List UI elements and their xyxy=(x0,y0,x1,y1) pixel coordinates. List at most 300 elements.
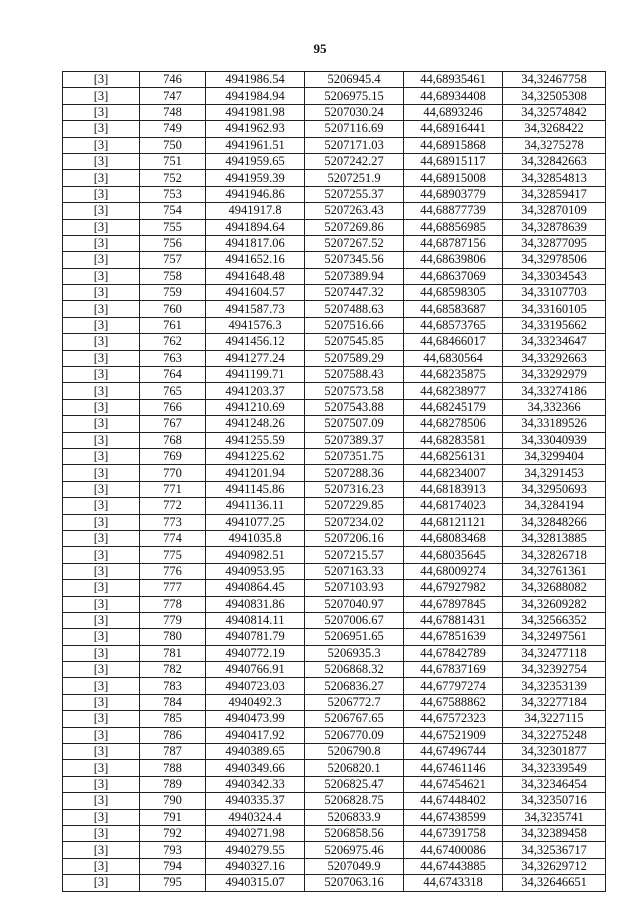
longitude-cell: 34,32842663 xyxy=(503,153,606,169)
coord-x-cell: 4940766.91 xyxy=(206,662,305,678)
longitude-cell: 34,32339549 xyxy=(503,760,606,776)
coord-y-cell: 5207573.58 xyxy=(305,383,404,399)
longitude-cell: 34,32854813 xyxy=(503,170,606,186)
table-row xyxy=(63,285,606,301)
coord-y-cell: 5206770.09 xyxy=(305,727,404,743)
latitude-cell: 44,67521909 xyxy=(404,727,503,743)
coord-x-cell: 4941456.12 xyxy=(206,334,305,350)
table-row xyxy=(63,104,606,120)
longitude-cell: 34,32848266 xyxy=(503,514,606,530)
longitude-cell: 34,3284194 xyxy=(503,498,606,514)
coord-x-cell: 4940982.51 xyxy=(206,547,305,563)
coord-x-cell: 4940814.11 xyxy=(206,612,305,628)
coordinates-table xyxy=(62,71,606,892)
table-row xyxy=(63,170,606,186)
longitude-cell: 34,3227115 xyxy=(503,711,606,727)
longitude-cell: 34,32978506 xyxy=(503,252,606,268)
table-row xyxy=(63,121,606,137)
latitude-cell: 44,67448402 xyxy=(404,793,503,809)
table-row xyxy=(63,744,606,760)
source-ref-cell: [3] xyxy=(63,678,140,694)
coord-y-cell: 5207255.37 xyxy=(305,186,404,202)
coord-y-cell: 5207063.16 xyxy=(305,875,404,891)
table-row xyxy=(63,530,606,546)
coord-y-cell: 5207229.85 xyxy=(305,498,404,514)
point-number-cell: 747 xyxy=(140,88,206,104)
latitude-cell: 44,67496744 xyxy=(404,744,503,760)
longitude-cell: 34,32826718 xyxy=(503,547,606,563)
longitude-cell: 34,32536717 xyxy=(503,842,606,858)
coord-y-cell: 5207545.85 xyxy=(305,334,404,350)
source-ref-cell: [3] xyxy=(63,72,140,88)
longitude-cell: 34,32688082 xyxy=(503,580,606,596)
latitude-cell: 44,68238977 xyxy=(404,383,503,399)
coord-x-cell: 4941201.94 xyxy=(206,465,305,481)
latitude-cell: 44,68245179 xyxy=(404,399,503,415)
table-row xyxy=(63,301,606,317)
latitude-cell: 44,6743318 xyxy=(404,875,503,891)
point-number-cell: 783 xyxy=(140,678,206,694)
point-number-cell: 756 xyxy=(140,235,206,251)
coord-x-cell: 4940271.98 xyxy=(206,825,305,841)
coord-x-cell: 4941145.86 xyxy=(206,481,305,497)
latitude-cell: 44,6893246 xyxy=(404,104,503,120)
point-number-cell: 792 xyxy=(140,825,206,841)
source-ref-cell: [3] xyxy=(63,121,140,137)
table-row xyxy=(63,694,606,710)
point-number-cell: 778 xyxy=(140,596,206,612)
coord-x-cell: 4940324.4 xyxy=(206,809,305,825)
coord-y-cell: 5207049.9 xyxy=(305,858,404,874)
source-ref-cell: [3] xyxy=(63,498,140,514)
point-number-cell: 769 xyxy=(140,448,206,464)
source-ref-cell: [3] xyxy=(63,350,140,366)
longitude-cell: 34,32477118 xyxy=(503,645,606,661)
point-number-cell: 768 xyxy=(140,432,206,448)
longitude-cell: 34,3275278 xyxy=(503,137,606,153)
latitude-cell: 44,67400086 xyxy=(404,842,503,858)
latitude-cell: 44,67927982 xyxy=(404,580,503,596)
table-row xyxy=(63,580,606,596)
source-ref-cell: [3] xyxy=(63,301,140,317)
table-row xyxy=(63,662,606,678)
source-ref-cell: [3] xyxy=(63,88,140,104)
point-number-cell: 777 xyxy=(140,580,206,596)
coord-x-cell: 4941652.16 xyxy=(206,252,305,268)
coord-y-cell: 5206828.75 xyxy=(305,793,404,809)
table-row xyxy=(63,72,606,88)
coord-x-cell: 4940389.65 xyxy=(206,744,305,760)
table-row xyxy=(63,514,606,530)
table-row xyxy=(63,399,606,415)
latitude-cell: 44,68877739 xyxy=(404,203,503,219)
coord-x-cell: 4940831.86 xyxy=(206,596,305,612)
longitude-cell: 34,32505308 xyxy=(503,88,606,104)
source-ref-cell: [3] xyxy=(63,596,140,612)
longitude-cell: 34,32350716 xyxy=(503,793,606,809)
coord-x-cell: 4940492.3 xyxy=(206,694,305,710)
coord-y-cell: 5206945.4 xyxy=(305,72,404,88)
coord-y-cell: 5206868.32 xyxy=(305,662,404,678)
longitude-cell: 34,3235741 xyxy=(503,809,606,825)
coord-x-cell: 4941648.48 xyxy=(206,268,305,284)
coord-y-cell: 5206935.3 xyxy=(305,645,404,661)
longitude-cell: 34,32870109 xyxy=(503,203,606,219)
longitude-cell: 34,32859417 xyxy=(503,186,606,202)
longitude-cell: 34,32392754 xyxy=(503,662,606,678)
latitude-cell: 44,68234007 xyxy=(404,465,503,481)
longitude-cell: 34,3268422 xyxy=(503,121,606,137)
coord-x-cell: 4941984.94 xyxy=(206,88,305,104)
coord-y-cell: 5207345.56 xyxy=(305,252,404,268)
source-ref-cell: [3] xyxy=(63,367,140,383)
longitude-cell: 34,32813885 xyxy=(503,530,606,546)
latitude-cell: 44,68637069 xyxy=(404,268,503,284)
coord-x-cell: 4941225.62 xyxy=(206,448,305,464)
coord-y-cell: 5206790.8 xyxy=(305,744,404,760)
latitude-cell: 44,67837169 xyxy=(404,662,503,678)
point-number-cell: 758 xyxy=(140,268,206,284)
table-row xyxy=(63,776,606,792)
point-number-cell: 780 xyxy=(140,629,206,645)
longitude-cell: 34,33040939 xyxy=(503,432,606,448)
source-ref-cell: [3] xyxy=(63,219,140,235)
longitude-cell: 34,32497561 xyxy=(503,629,606,645)
source-ref-cell: [3] xyxy=(63,711,140,727)
point-number-cell: 795 xyxy=(140,875,206,891)
latitude-cell: 44,68639806 xyxy=(404,252,503,268)
source-ref-cell: [3] xyxy=(63,744,140,760)
table-row xyxy=(63,481,606,497)
table-row xyxy=(63,678,606,694)
coord-y-cell: 5207267.52 xyxy=(305,235,404,251)
longitude-cell: 34,32646651 xyxy=(503,875,606,891)
latitude-cell: 44,6830564 xyxy=(404,350,503,366)
point-number-cell: 785 xyxy=(140,711,206,727)
point-number-cell: 763 xyxy=(140,350,206,366)
longitude-cell: 34,33195662 xyxy=(503,317,606,333)
latitude-cell: 44,67851639 xyxy=(404,629,503,645)
latitude-cell: 44,67572323 xyxy=(404,711,503,727)
latitude-cell: 44,67797274 xyxy=(404,678,503,694)
point-number-cell: 770 xyxy=(140,465,206,481)
coord-y-cell: 5207543.88 xyxy=(305,399,404,415)
latitude-cell: 44,67897845 xyxy=(404,596,503,612)
table-row xyxy=(63,367,606,383)
table-row xyxy=(63,825,606,841)
coord-y-cell: 5207507.09 xyxy=(305,416,404,432)
source-ref-cell: [3] xyxy=(63,186,140,202)
coord-y-cell: 5206836.27 xyxy=(305,678,404,694)
table-row xyxy=(63,252,606,268)
source-ref-cell: [3] xyxy=(63,842,140,858)
coord-y-cell: 5207251.9 xyxy=(305,170,404,186)
point-number-cell: 788 xyxy=(140,760,206,776)
coord-x-cell: 4941959.65 xyxy=(206,153,305,169)
longitude-cell: 34,32761361 xyxy=(503,563,606,579)
latitude-cell: 44,67588862 xyxy=(404,694,503,710)
table-row xyxy=(63,727,606,743)
point-number-cell: 781 xyxy=(140,645,206,661)
source-ref-cell: [3] xyxy=(63,399,140,415)
table-row xyxy=(63,612,606,628)
longitude-cell: 34,3291453 xyxy=(503,465,606,481)
latitude-cell: 44,68009274 xyxy=(404,563,503,579)
longitude-cell: 34,32301877 xyxy=(503,744,606,760)
coord-y-cell: 5207215.57 xyxy=(305,547,404,563)
point-number-cell: 774 xyxy=(140,530,206,546)
latitude-cell: 44,67438599 xyxy=(404,809,503,825)
coord-y-cell: 5207288.36 xyxy=(305,465,404,481)
latitude-cell: 44,68466017 xyxy=(404,334,503,350)
longitude-cell: 34,32277184 xyxy=(503,694,606,710)
coord-y-cell: 5206772.7 xyxy=(305,694,404,710)
table-row xyxy=(63,465,606,481)
coord-x-cell: 4940723.03 xyxy=(206,678,305,694)
longitude-cell: 34,32346454 xyxy=(503,776,606,792)
latitude-cell: 44,68916441 xyxy=(404,121,503,137)
latitude-cell: 44,67842789 xyxy=(404,645,503,661)
coord-y-cell: 5207488.63 xyxy=(305,301,404,317)
point-number-cell: 765 xyxy=(140,383,206,399)
longitude-cell: 34,33292663 xyxy=(503,350,606,366)
source-ref-cell: [3] xyxy=(63,645,140,661)
source-ref-cell: [3] xyxy=(63,317,140,333)
coord-y-cell: 5206767.65 xyxy=(305,711,404,727)
latitude-cell: 44,67461146 xyxy=(404,760,503,776)
longitude-cell: 34,32878639 xyxy=(503,219,606,235)
source-ref-cell: [3] xyxy=(63,383,140,399)
latitude-cell: 44,68598305 xyxy=(404,285,503,301)
point-number-cell: 761 xyxy=(140,317,206,333)
source-ref-cell: [3] xyxy=(63,153,140,169)
point-number-cell: 771 xyxy=(140,481,206,497)
coord-x-cell: 4941986.54 xyxy=(206,72,305,88)
latitude-cell: 44,68583687 xyxy=(404,301,503,317)
source-ref-cell: [3] xyxy=(63,793,140,809)
source-ref-cell: [3] xyxy=(63,137,140,153)
longitude-cell: 34,33234647 xyxy=(503,334,606,350)
longitude-cell: 34,32877095 xyxy=(503,235,606,251)
coord-y-cell: 5207389.94 xyxy=(305,268,404,284)
longitude-cell: 34,32389458 xyxy=(503,825,606,841)
point-number-cell: 773 xyxy=(140,514,206,530)
source-ref-cell: [3] xyxy=(63,612,140,628)
coord-y-cell: 5207171.03 xyxy=(305,137,404,153)
point-number-cell: 766 xyxy=(140,399,206,415)
coord-y-cell: 5207006.67 xyxy=(305,612,404,628)
table-row xyxy=(63,203,606,219)
source-ref-cell: [3] xyxy=(63,727,140,743)
source-ref-cell: [3] xyxy=(63,514,140,530)
latitude-cell: 44,67881431 xyxy=(404,612,503,628)
point-number-cell: 784 xyxy=(140,694,206,710)
coord-x-cell: 4941199.71 xyxy=(206,367,305,383)
coord-x-cell: 4941817.06 xyxy=(206,235,305,251)
longitude-cell: 34,32574842 xyxy=(503,104,606,120)
point-number-cell: 787 xyxy=(140,744,206,760)
latitude-cell: 44,68915117 xyxy=(404,153,503,169)
table-row xyxy=(63,711,606,727)
coord-y-cell: 5207116.69 xyxy=(305,121,404,137)
point-number-cell: 755 xyxy=(140,219,206,235)
source-ref-cell: [3] xyxy=(63,334,140,350)
point-number-cell: 767 xyxy=(140,416,206,432)
source-ref-cell: [3] xyxy=(63,170,140,186)
coord-y-cell: 5207206.16 xyxy=(305,530,404,546)
source-ref-cell: [3] xyxy=(63,203,140,219)
source-ref-cell: [3] xyxy=(63,448,140,464)
point-number-cell: 760 xyxy=(140,301,206,317)
coord-y-cell: 5207269.86 xyxy=(305,219,404,235)
table-row xyxy=(63,760,606,776)
source-ref-cell: [3] xyxy=(63,809,140,825)
source-ref-cell: [3] xyxy=(63,285,140,301)
source-ref-cell: [3] xyxy=(63,481,140,497)
table-row xyxy=(63,317,606,333)
table-row xyxy=(63,448,606,464)
latitude-cell: 44,68283581 xyxy=(404,432,503,448)
longitude-cell: 34,3299404 xyxy=(503,448,606,464)
coord-y-cell: 5207163.33 xyxy=(305,563,404,579)
source-ref-cell: [3] xyxy=(63,530,140,546)
source-ref-cell: [3] xyxy=(63,875,140,891)
coord-x-cell: 4941035.8 xyxy=(206,530,305,546)
latitude-cell: 44,68573765 xyxy=(404,317,503,333)
coord-x-cell: 4941136.11 xyxy=(206,498,305,514)
coord-y-cell: 5207242.27 xyxy=(305,153,404,169)
latitude-cell: 44,68856985 xyxy=(404,219,503,235)
table-row xyxy=(63,383,606,399)
coord-y-cell: 5206833.9 xyxy=(305,809,404,825)
point-number-cell: 748 xyxy=(140,104,206,120)
table-row xyxy=(63,793,606,809)
source-ref-cell: [3] xyxy=(63,760,140,776)
coord-x-cell: 4940864.45 xyxy=(206,580,305,596)
coord-y-cell: 5207351.75 xyxy=(305,448,404,464)
point-number-cell: 779 xyxy=(140,612,206,628)
table-row xyxy=(63,645,606,661)
coord-x-cell: 4941210.69 xyxy=(206,399,305,415)
table-row xyxy=(63,137,606,153)
longitude-cell: 34,32467758 xyxy=(503,72,606,88)
table-row xyxy=(63,268,606,284)
latitude-cell: 44,68183913 xyxy=(404,481,503,497)
source-ref-cell: [3] xyxy=(63,432,140,448)
source-ref-cell: [3] xyxy=(63,465,140,481)
coord-y-cell: 5207103.93 xyxy=(305,580,404,596)
latitude-cell: 44,68915008 xyxy=(404,170,503,186)
coord-x-cell: 4941277.24 xyxy=(206,350,305,366)
coord-y-cell: 5206820.1 xyxy=(305,760,404,776)
coord-x-cell: 4941946.86 xyxy=(206,186,305,202)
latitude-cell: 44,68915868 xyxy=(404,137,503,153)
source-ref-cell: [3] xyxy=(63,104,140,120)
coord-x-cell: 4941917.8 xyxy=(206,203,305,219)
longitude-cell: 34,32609282 xyxy=(503,596,606,612)
coord-x-cell: 4941587.73 xyxy=(206,301,305,317)
point-number-cell: 782 xyxy=(140,662,206,678)
point-number-cell: 794 xyxy=(140,858,206,874)
table-row xyxy=(63,842,606,858)
point-number-cell: 764 xyxy=(140,367,206,383)
coord-x-cell: 4940349.66 xyxy=(206,760,305,776)
coord-x-cell: 4941604.57 xyxy=(206,285,305,301)
latitude-cell: 44,67443885 xyxy=(404,858,503,874)
coord-x-cell: 4941962.93 xyxy=(206,121,305,137)
latitude-cell: 44,68174023 xyxy=(404,498,503,514)
table-row xyxy=(63,432,606,448)
coord-y-cell: 5207040.97 xyxy=(305,596,404,612)
latitude-cell: 44,68235875 xyxy=(404,367,503,383)
latitude-cell: 44,68934408 xyxy=(404,88,503,104)
point-number-cell: 791 xyxy=(140,809,206,825)
source-ref-cell: [3] xyxy=(63,416,140,432)
table-row xyxy=(63,596,606,612)
coord-y-cell: 5206975.15 xyxy=(305,88,404,104)
table-row xyxy=(63,186,606,202)
source-ref-cell: [3] xyxy=(63,268,140,284)
table-row xyxy=(63,235,606,251)
longitude-cell: 34,32566352 xyxy=(503,612,606,628)
coord-y-cell: 5207316.23 xyxy=(305,481,404,497)
coord-x-cell: 4940953.95 xyxy=(206,563,305,579)
coord-x-cell: 4940473.99 xyxy=(206,711,305,727)
longitude-cell: 34,33189526 xyxy=(503,416,606,432)
table-row xyxy=(63,219,606,235)
table-row xyxy=(63,88,606,104)
longitude-cell: 34,32353139 xyxy=(503,678,606,694)
source-ref-cell: [3] xyxy=(63,858,140,874)
longitude-cell: 34,33034543 xyxy=(503,268,606,284)
table-row xyxy=(63,153,606,169)
latitude-cell: 44,68903779 xyxy=(404,186,503,202)
coord-x-cell: 4940327.16 xyxy=(206,858,305,874)
coord-x-cell: 4940279.55 xyxy=(206,842,305,858)
table-row xyxy=(63,498,606,514)
point-number-cell: 793 xyxy=(140,842,206,858)
source-ref-cell: [3] xyxy=(63,694,140,710)
latitude-cell: 44,68083468 xyxy=(404,530,503,546)
latitude-cell: 44,67454621 xyxy=(404,776,503,792)
coord-y-cell: 5207589.29 xyxy=(305,350,404,366)
coord-y-cell: 5207263.43 xyxy=(305,203,404,219)
coord-x-cell: 4940315.07 xyxy=(206,875,305,891)
point-number-cell: 786 xyxy=(140,727,206,743)
table-row xyxy=(63,547,606,563)
source-ref-cell: [3] xyxy=(63,235,140,251)
table-row xyxy=(63,350,606,366)
point-number-cell: 772 xyxy=(140,498,206,514)
table-row xyxy=(63,629,606,645)
source-ref-cell: [3] xyxy=(63,563,140,579)
longitude-cell: 34,332366 xyxy=(503,399,606,415)
latitude-cell: 44,68278506 xyxy=(404,416,503,432)
coord-y-cell: 5206951.65 xyxy=(305,629,404,645)
point-number-cell: 789 xyxy=(140,776,206,792)
point-number-cell: 762 xyxy=(140,334,206,350)
coordinates-table-body xyxy=(63,72,606,892)
coord-y-cell: 5207447.32 xyxy=(305,285,404,301)
longitude-cell: 34,33274186 xyxy=(503,383,606,399)
coord-x-cell: 4940781.79 xyxy=(206,629,305,645)
coord-y-cell: 5206975.46 xyxy=(305,842,404,858)
longitude-cell: 34,32629712 xyxy=(503,858,606,874)
source-ref-cell: [3] xyxy=(63,825,140,841)
source-ref-cell: [3] xyxy=(63,629,140,645)
longitude-cell: 34,32275248 xyxy=(503,727,606,743)
coord-x-cell: 4940417.92 xyxy=(206,727,305,743)
